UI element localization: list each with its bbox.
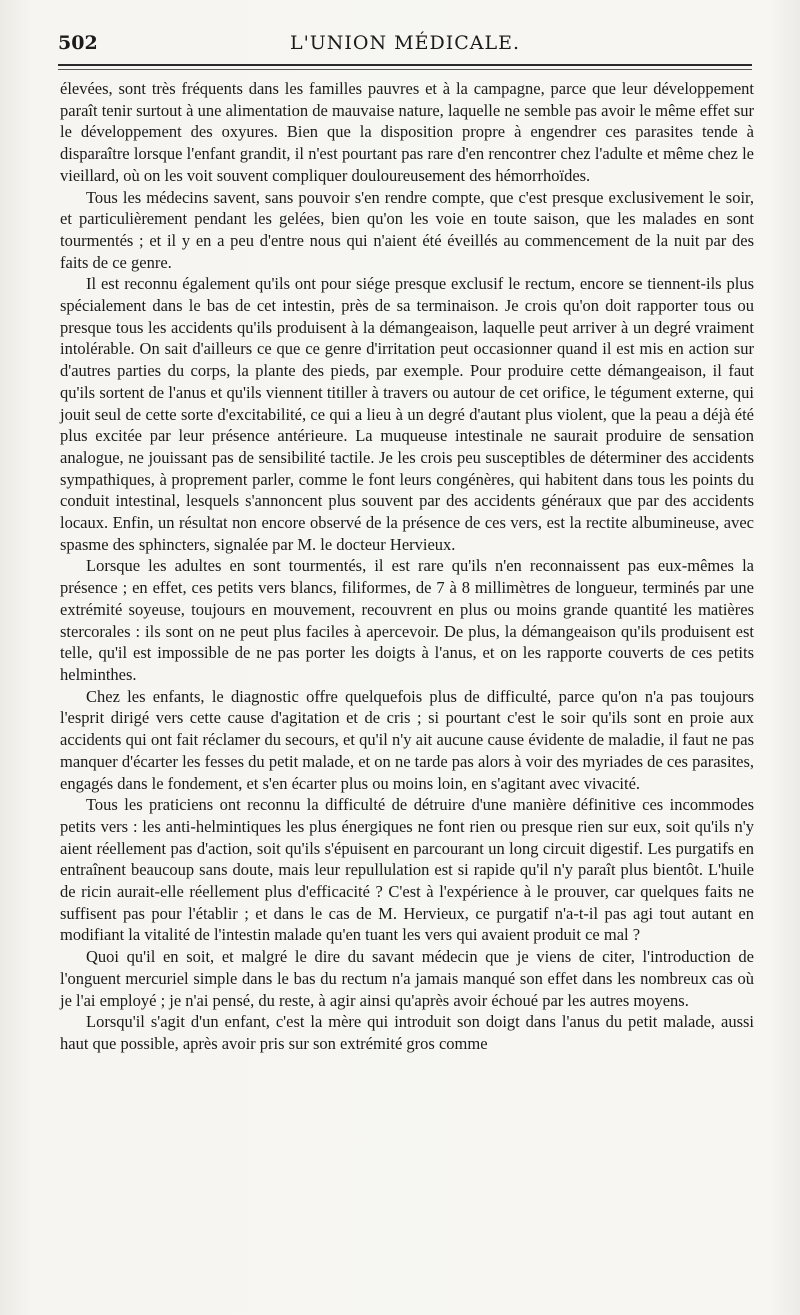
article-body — [60, 78, 754, 1055]
paragraph: élevées, sont très fréquents dans les familles pauvres et à la campagne, parce que leur développement paraît tenir surtout à une alimentation de mauvaise nature, laquelle ne semble pas avoir le même effet sur le développement des oxyures. Bien que la disposition propre à engendrer ces parasites tende à disparaître lorsque l'enfant grandit, il n'est pourtant pas rare d'en rencontrer chez l'adulte et même chez le vieillard, où on les voit souvent compliquer douloureusement des hémorrhoïdes. — [60, 79, 754, 185]
page-number: 502 — [58, 32, 98, 54]
header-rule-thin — [58, 69, 752, 70]
paragraph: Tous les médecins savent, sans pouvoir s'en rendre compte, que c'est presque exclusivement le soir, et particulièrement pendant les gelées, bien qu'on les voie en toute saison, que les malades en sont tourmentés ; et il y en a peu d'entre nous qui n'aient été éveillés au commencement de la nuit par des faits de ce genre. — [60, 187, 754, 272]
paragraph: Il est reconnu également qu'ils ont pour siége presque exclusif le rectum, encore se tiennent-ils plus spécialement dans le bas de cet intestin, près de sa terminaison. Je crois qu'on doit rapporter tous ou presque tous les accidents qu'ils produisent à la démangeaison, laquelle peut arriver à un degré vraiment intolérable. On sait d'ailleurs ce que ce genre d'irritation peut occasionner quand il est mis en action sur d'autres parties du corps, la plante des pieds, par exemple. Pour produire cette démangeaison, il faut qu'ils sortent de l'anus et qu'ils viennent titiller à travers ou autour de cet orifice, le tégument externe, qui jouit seul de cette sorte d'excitabilité, ce qui a lieu à un degré d'autant plus violent, que la peau a déjà été plus excitée par leur présence antérieure. La muqueuse intestinale ne saurait produire de sensation analogue, ne jouissant pas de sensibilité tactile. Je les crois peu susceptibles de déterminer des accidents sympathiques, à proprement parler, comme le font leurs congénères, qui habitent dans tous les points du conduit intestinal, lesquels s'annoncent plus souvent par des accidents généraux que par des accidents locaux. Enfin, un résultat non encore observé de la présence de ces vers, est la rectite albumineuse, avec spasme des sphincters, signalée par M. le docteur Hervieux. — [60, 274, 754, 554]
paragraph: Chez les enfants, le diagnostic offre quelquefois plus de difficulté, parce qu'on n'a pas toujours l'esprit dirigé vers cette cause d'agitation et de cris ; si pourtant c'est le soir qu'ils sont en proie aux accidents qui ont fait réclamer du secours, et qu'il n'y ait aucune cause évidente de maladie, il faut ne pas manquer d'écarter les fesses du petit malade, et on ne tarde pas alors à voir des myriades de ces parasites, engagés dans le fondement, et s'en écarter plus ou moins loin, en s'agitant avec vivacité. — [60, 686, 754, 793]
header-rule — [58, 64, 752, 66]
paragraph: Tous les praticiens ont reconnu la difficulté de détruire d'une manière définitive ces incommodes petits vers : les anti-helmintiques les plus énergiques ne font rien ou presque rien sur eux, soit qu'ils n'y aient réellement pas d'action, soit qu'ils s'épuisent en parcourant un long circuit digestif. Les purgatifs en entraînent beaucoup sans doute, mais leur repullulation est si rapide qu'il n'y paraît plus bientôt. L'huile de ricin aurait-elle réellement plus d'efficacité ? C'est à l'expérience à le prouver, car quelques faits ne suffisent pas pour l'établir ; et dans le cas de M. Hervieux, ce purgatif n'a-t-il pas agi tout autant en modifiant la vitalité de l'intestin malade qu'en tuant les vers qui avaient produit ce mal ? — [60, 795, 754, 945]
page-header — [58, 32, 752, 62]
running-title: L'UNION MÉDICALE. — [289, 32, 521, 54]
paragraph: Quoi qu'il en soit, et malgré le dire du savant médecin que je viens de citer, l'introduction de l'onguent mercuriel simple dans le bas du rectum n'a jamais manqué son effet dans les nombreux cas où je l'ai employé ; je n'ai pensé, du reste, à agir ainsi qu'après avoir échoué par les autres moyens. — [60, 947, 754, 1010]
paragraph: Lorsque les adultes en sont tourmentés, il est rare qu'ils n'en reconnaissent pas eux-mêmes la présence ; en effet, ces petits vers blancs, filiformes, de 7 à 8 millimètres de longueur, terminés par une extrémité soyeuse, toujours en mouvement, recouvrent en plus ou moins grande quantité les matières stercorales : ils sont on ne peut plus faciles à apercevoir. De plus, la démangeaison qu'ils produisent est telle, qu'il est impossible de ne pas porter les doigts à l'anus, et on les rapporte couverts de ces petits helminthes. — [60, 556, 754, 684]
paragraph: Lorsqu'il s'agit d'un enfant, c'est la mère qui introduit son doigt dans l'anus du petit malade, aussi haut que possible, après avoir pris sur son extrémité gros comme — [60, 1012, 754, 1053]
